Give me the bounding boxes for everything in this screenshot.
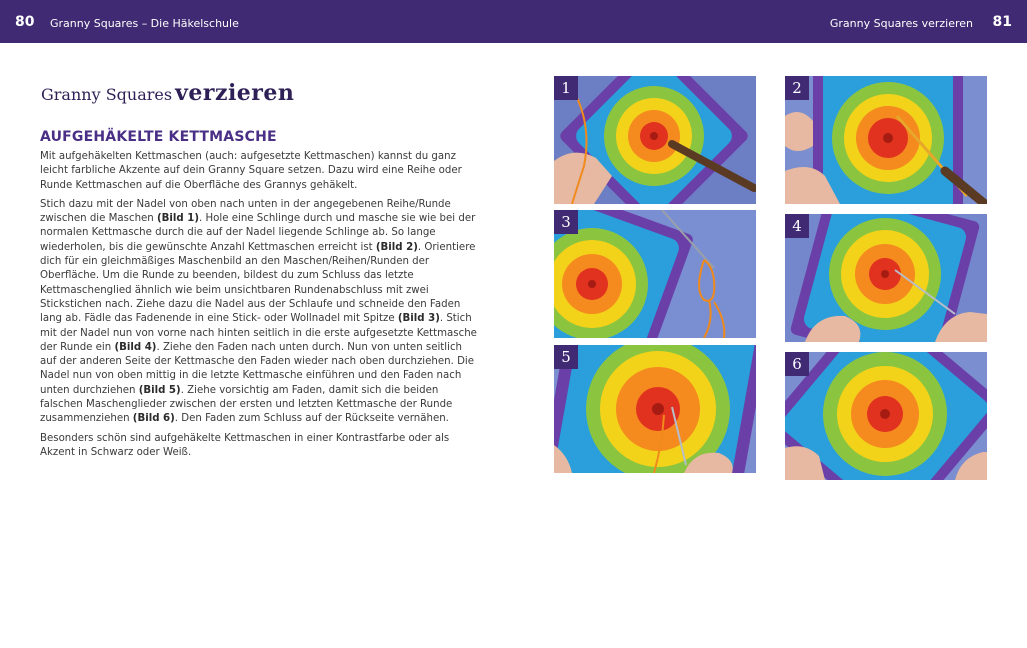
page-title <box>41 80 294 106</box>
step-photo-3 <box>554 210 756 338</box>
crochet-square-image <box>554 345 756 473</box>
photo-number-1: 1 <box>554 76 578 100</box>
step-photo-2 <box>785 76 987 204</box>
paragraph-intro: Mit aufgehäkelten Kettmaschen (auch: aufgesetzte Kettmaschen) kannst du ganz leicht farbliche Akzente auf dein Granny Square setzen. Dazu wird eine Reihe oder Runde Kettmaschen auf die Oberfläche des Grannys gehäkelt. <box>40 151 462 191</box>
photo-number-4: 4 <box>785 214 809 238</box>
crochet-square-image <box>785 214 987 342</box>
left-running-title: Granny Squares – Die Häkelschule <box>50 17 239 30</box>
step-photo-5 <box>554 345 756 473</box>
step-photo-4 <box>785 214 987 342</box>
crochet-square-image <box>785 76 987 204</box>
photo-number-3: 3 <box>554 210 578 234</box>
image-ref-4: (Bild 4) <box>114 341 157 353</box>
image-ref-3: (Bild 3) <box>397 313 440 325</box>
page-header <box>0 0 1027 43</box>
crochet-square-image <box>785 352 987 480</box>
image-ref-1: (Bild 1) <box>157 213 200 225</box>
left-page-number: 80 <box>15 14 35 30</box>
step-photo-6 <box>785 352 987 480</box>
right-running-title: Granny Squares verzieren <box>829 17 973 30</box>
image-ref-6: (Bild 6) <box>132 413 175 425</box>
paragraph-tip: Besonders schön sind aufgehäkelte Kettmaschen in einer Kontrastfarbe oder als Akzent in Schwarz oder Weiß. <box>40 432 450 458</box>
paragraph-instructions: Stich dazu mit der Nadel von oben nach unten in der angegebenen Reihe/Runde zwischen die Maschen (Bild 1). Hole eine Schlinge durch und masche sie wie bei der normalen Kettmasche durch die auf der Nadel liegende Schlinge ab. So lange wiederholen, bis die gewünschte Anzahl Kettmaschen erreicht ist (Bild 2). Orientiere dich für ein gleichmäßiges Maschenbild an den Maschen/Reihen/Runden der Oberfläche. Um die Runde zu beenden, bildest du zum Schluss das letzte Kettmaschenglied ähnlich wie beim unsichtbaren Rundenabschluss mit zwei Stickstichen nach. Ziehe dazu die Nadel aus der Schlaufe und schneide den Faden lang ab. Fädle das Fadenende in eine Stick- oder Wollnadel mit Spitze (Bild 3). Stich mit der Nadel nun von vorne nach hinten seitlich in die erste aufgesetzte Kettmasche der Runde ein (Bild 4). Ziehe den Faden nach unten durch. Nun von unten seitlich auf der anderen Seite der Kettmasche den Faden wieder nach oben durchziehen. Die Nadel nun von oben mittig in die letzte Kettmasche einführen und den Faden nach unten durchziehen (Bild 5). Ziehe vorsichtig am Faden, damit sich die beiden falschen Maschenglieder zwischen der ersten und letzten Kettmasche der Runde zusammenziehen (Bild 6). Den Faden zum Schluss auf der Rückseite vernähen. <box>40 198 477 425</box>
step-photo-1 <box>554 76 756 204</box>
section-heading: AUFGEHÄKELTE KETTMASCHE <box>40 129 277 145</box>
right-page-number: 81 <box>992 14 1012 30</box>
page-title-part2: verzieren <box>175 80 295 106</box>
crochet-square-image <box>554 210 756 338</box>
page-title-part1: Granny Squares <box>41 85 173 104</box>
body-text <box>40 150 480 465</box>
crochet-square-image <box>554 76 756 204</box>
photo-number-5: 5 <box>554 345 578 369</box>
image-ref-5: (Bild 5) <box>138 384 181 396</box>
photo-number-6: 6 <box>785 352 809 376</box>
image-ref-2: (Bild 2) <box>375 241 418 253</box>
photo-number-2: 2 <box>785 76 809 100</box>
